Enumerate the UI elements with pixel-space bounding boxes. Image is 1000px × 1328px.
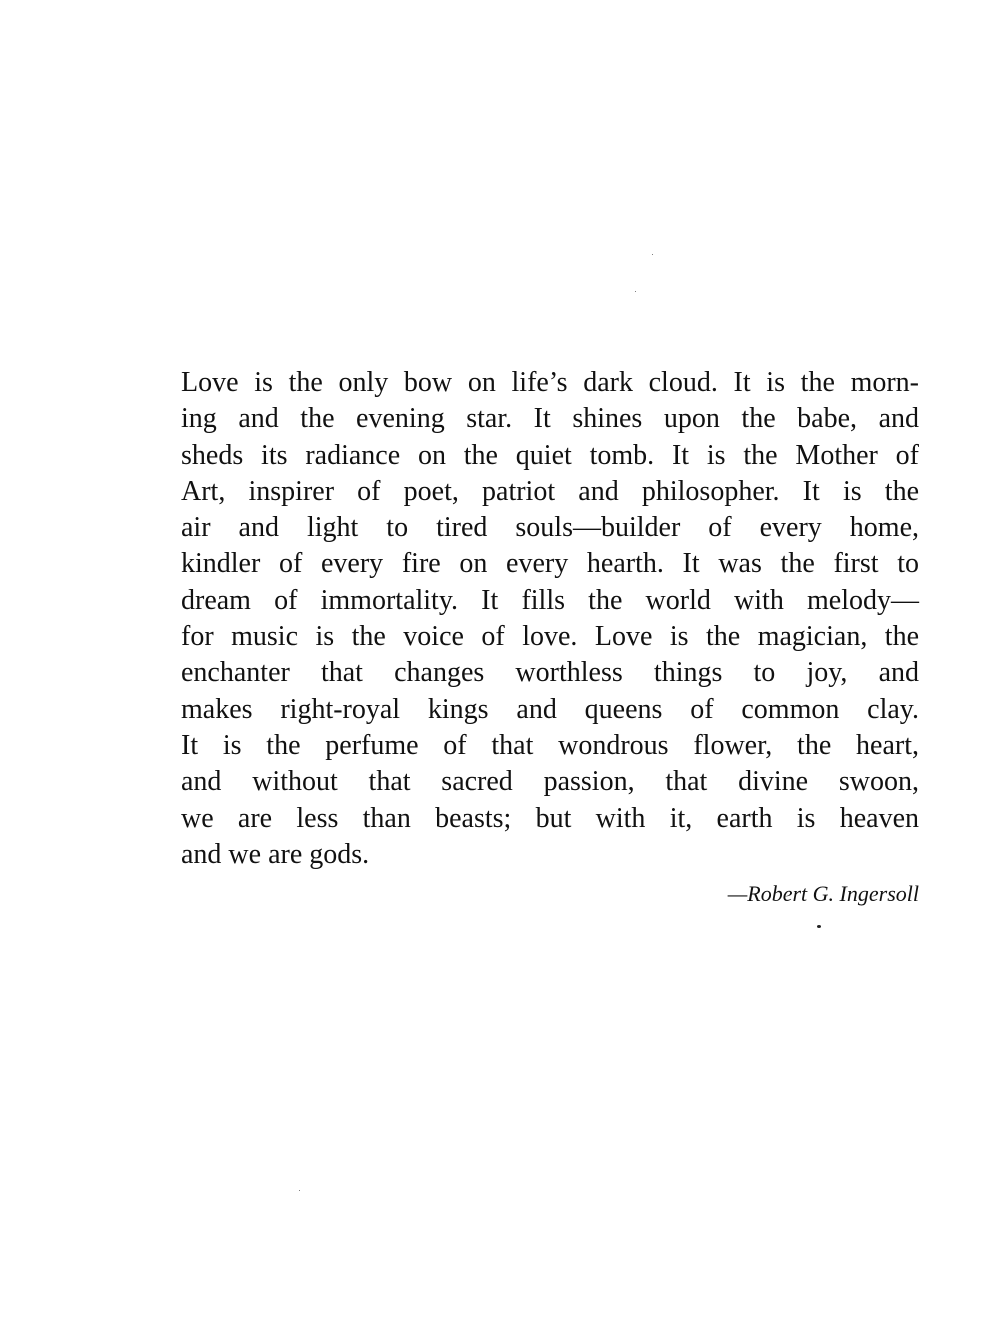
quote-line: makes right-royal kings and queens of common clay. [181,693,919,725]
quote-line: ing and the evening star. It shines upon the babe, and [181,403,919,435]
scan-speck [635,291,636,292]
quote-attribution: —Robert G. Ingersoll [727,881,919,907]
quote-line: enchanter that changes worthless things to joy, and [181,657,919,689]
quote-line: we are less than beasts; but with it, earth is heaven [181,802,919,834]
quote-line: and we are gods. [181,838,370,870]
quote-line: and without that sacred passion, that divine swoon, [181,766,919,798]
scan-speck [652,254,653,255]
quote-line: Love is the only bow on life’s dark cloud. It is the morn- [181,367,919,398]
scan-speck [299,1190,300,1191]
quote-line: Art, inspirer of poet, patriot and philosopher. It is the [181,475,919,507]
quote-block [181,365,919,909]
quote-line: sheds its radiance on the quiet tomb. It is the Mother of [181,439,919,471]
quote-line: kindler of every fire on every hearth. It was the first to [181,548,919,580]
quote-line: It is the perfume of that wondrous flower, the heart, [181,729,919,761]
quote-line: dream of immortality. It fills the world with melody— [181,584,919,616]
quote-line: for music is the voice of love. Love is the magician, the [181,621,919,653]
quote-line: air and light to tired souls—builder of every home, [181,512,919,544]
scan-speck [817,925,821,928]
